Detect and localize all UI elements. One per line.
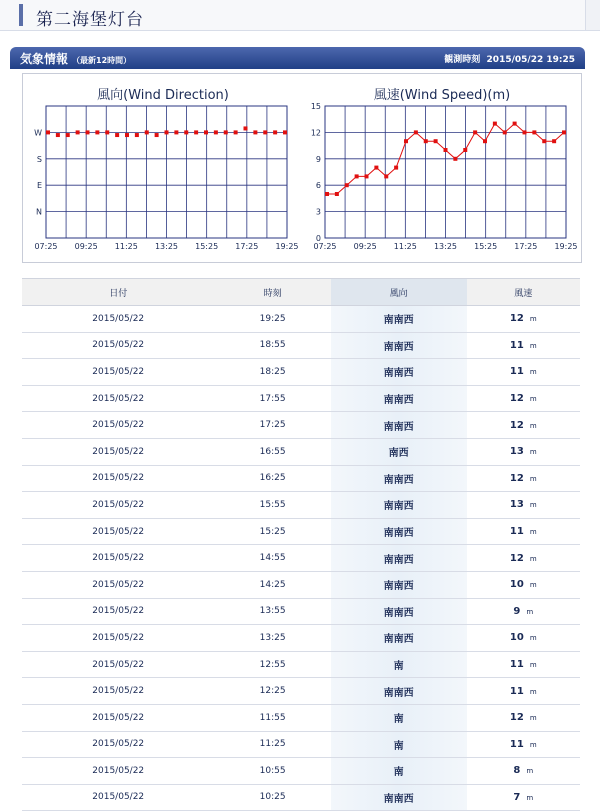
cell-date: 2015/05/22 bbox=[22, 651, 214, 678]
cell-speed bbox=[467, 731, 580, 758]
speed-value: 10 bbox=[509, 632, 524, 644]
table-row bbox=[22, 731, 580, 758]
cell-direction: 南南西 bbox=[331, 385, 467, 412]
cell-time: 14:55 bbox=[214, 545, 330, 572]
x-tick-label: 11:25 bbox=[393, 242, 417, 251]
speed-value: 12 bbox=[509, 472, 524, 484]
x-tick-label: 11:25 bbox=[114, 242, 138, 251]
speed-point bbox=[513, 122, 517, 126]
speed-unit: m bbox=[529, 714, 537, 723]
table-row bbox=[22, 625, 580, 652]
table-row bbox=[22, 678, 580, 705]
cell-direction: 南南西 bbox=[331, 784, 467, 811]
cell-time: 16:55 bbox=[214, 438, 330, 465]
direction-point bbox=[234, 130, 238, 134]
cell-direction: 南南西 bbox=[331, 598, 467, 625]
cell-speed bbox=[467, 571, 580, 598]
speed-point bbox=[493, 122, 497, 126]
cell-speed bbox=[467, 492, 580, 519]
speed-point bbox=[463, 148, 467, 152]
direction-point bbox=[56, 133, 60, 137]
cell-date: 2015/05/22 bbox=[22, 731, 214, 758]
speed-value: 10 bbox=[509, 579, 524, 591]
speed-point bbox=[542, 139, 546, 143]
speed-value: 11 bbox=[509, 366, 524, 378]
speed-unit: m bbox=[529, 740, 537, 749]
table-row bbox=[22, 704, 580, 731]
speed-point bbox=[503, 130, 507, 134]
cell-direction: 南 bbox=[331, 651, 467, 678]
page-title: 第二海堡灯台 bbox=[36, 10, 144, 30]
cell-direction: 南南西 bbox=[331, 465, 467, 492]
speed-unit: m bbox=[529, 661, 537, 670]
table-row bbox=[22, 651, 580, 678]
speed-unit: m bbox=[526, 767, 534, 776]
direction-point bbox=[184, 130, 188, 134]
table-row bbox=[22, 438, 580, 465]
wind-direction-chart bbox=[23, 74, 302, 262]
cell-time: 10:25 bbox=[214, 784, 330, 811]
direction-point bbox=[174, 130, 178, 134]
x-tick-label: 07:25 bbox=[34, 242, 58, 251]
cell-date: 2015/05/22 bbox=[22, 625, 214, 652]
direction-point bbox=[165, 130, 169, 134]
speed-point bbox=[355, 174, 359, 178]
header-speed: 風速 bbox=[467, 279, 580, 306]
table-row bbox=[22, 758, 580, 785]
cell-date: 2015/05/22 bbox=[22, 571, 214, 598]
speed-point bbox=[365, 174, 369, 178]
x-tick-label: 19:25 bbox=[275, 242, 299, 251]
x-tick-label: 13:25 bbox=[433, 242, 458, 251]
cell-speed bbox=[467, 651, 580, 678]
x-tick-label: 07:25 bbox=[313, 242, 337, 251]
cell-date: 2015/05/22 bbox=[22, 306, 214, 333]
cell-speed bbox=[467, 332, 580, 359]
x-tick-label: 17:25 bbox=[514, 242, 538, 251]
direction-point bbox=[214, 130, 218, 134]
speed-point bbox=[532, 130, 536, 134]
direction-point bbox=[273, 130, 277, 134]
x-tick-label: 17:25 bbox=[235, 242, 259, 251]
cell-direction: 南南西 bbox=[331, 306, 467, 333]
speed-unit: m bbox=[529, 448, 537, 457]
table-header-row bbox=[22, 279, 580, 306]
direction-point bbox=[155, 133, 159, 137]
cell-time: 19:25 bbox=[214, 306, 330, 333]
speed-unit: m bbox=[529, 421, 537, 430]
speed-value: 11 bbox=[509, 526, 524, 538]
cell-speed bbox=[467, 545, 580, 572]
cell-direction: 南南西 bbox=[331, 412, 467, 439]
x-tick-label: 19:25 bbox=[554, 242, 578, 251]
x-tick-label: 13:25 bbox=[154, 242, 179, 251]
observation-label: 観測時刻 bbox=[444, 55, 481, 65]
header-direction: 風向 bbox=[331, 279, 467, 306]
speed-value: 13 bbox=[509, 446, 524, 458]
cell-direction: 南南西 bbox=[331, 571, 467, 598]
cell-time: 12:55 bbox=[214, 651, 330, 678]
cell-time: 12:25 bbox=[214, 678, 330, 705]
speed-point bbox=[444, 148, 448, 152]
speed-unit: m bbox=[529, 315, 537, 324]
window-edge bbox=[585, 0, 600, 30]
speed-unit: m bbox=[529, 528, 537, 537]
wind-direction-svg bbox=[23, 74, 302, 262]
speed-point bbox=[335, 192, 339, 196]
direction-point bbox=[194, 130, 198, 134]
cell-speed bbox=[467, 465, 580, 492]
cell-speed bbox=[467, 678, 580, 705]
direction-point bbox=[86, 130, 90, 134]
direction-point bbox=[135, 133, 139, 137]
section-title bbox=[20, 50, 131, 67]
cell-direction: 南南西 bbox=[331, 678, 467, 705]
speed-point bbox=[483, 139, 487, 143]
speed-point bbox=[562, 130, 566, 134]
direction-point bbox=[244, 126, 248, 130]
cell-direction: 南 bbox=[331, 731, 467, 758]
cell-date: 2015/05/22 bbox=[22, 492, 214, 519]
cell-direction: 南南西 bbox=[331, 359, 467, 386]
y-tick-label: S bbox=[36, 154, 42, 164]
table-row bbox=[22, 385, 580, 412]
cell-speed bbox=[467, 758, 580, 785]
speed-unit: m bbox=[529, 634, 537, 643]
y-tick-label: 9 bbox=[315, 154, 321, 164]
observation-value: 2015/05/22 19:25 bbox=[486, 55, 575, 65]
direction-point bbox=[224, 130, 228, 134]
cell-speed bbox=[467, 306, 580, 333]
speed-unit: m bbox=[529, 501, 537, 510]
table-row bbox=[22, 412, 580, 439]
chart-panel bbox=[22, 73, 582, 263]
cell-time: 13:55 bbox=[214, 598, 330, 625]
speed-unit: m bbox=[529, 368, 537, 377]
cell-time: 15:55 bbox=[214, 492, 330, 519]
x-tick-label: 09:25 bbox=[353, 242, 377, 251]
cell-direction: 南 bbox=[331, 758, 467, 785]
cell-time: 11:55 bbox=[214, 704, 330, 731]
section-title-text: 気象情報 bbox=[20, 52, 69, 66]
cell-date: 2015/05/22 bbox=[22, 784, 214, 811]
x-tick-label: 15:25 bbox=[474, 242, 498, 251]
cell-direction: 南南西 bbox=[331, 518, 467, 545]
cell-time: 14:25 bbox=[214, 571, 330, 598]
cell-date: 2015/05/22 bbox=[22, 518, 214, 545]
table-row bbox=[22, 465, 580, 492]
cell-date: 2015/05/22 bbox=[22, 465, 214, 492]
speed-point bbox=[414, 130, 418, 134]
cell-time: 10:55 bbox=[214, 758, 330, 785]
cell-date: 2015/05/22 bbox=[22, 332, 214, 359]
cell-time: 11:25 bbox=[214, 731, 330, 758]
title-accent-bar bbox=[19, 4, 23, 26]
cell-speed bbox=[467, 385, 580, 412]
cell-date: 2015/05/22 bbox=[22, 704, 214, 731]
speed-point bbox=[552, 139, 556, 143]
cell-speed bbox=[467, 438, 580, 465]
cell-date: 2015/05/22 bbox=[22, 385, 214, 412]
section-subtitle: （最新12時間） bbox=[72, 56, 132, 65]
y-tick-label: N bbox=[36, 207, 42, 217]
table-row bbox=[22, 571, 580, 598]
direction-point bbox=[263, 130, 267, 134]
speed-unit: m bbox=[529, 687, 537, 696]
table-row bbox=[22, 545, 580, 572]
cell-time: 13:25 bbox=[214, 625, 330, 652]
chart-title: 風速(Wind Speed)(m) bbox=[373, 88, 511, 103]
header-date: 日付 bbox=[22, 279, 214, 306]
y-tick-label: 15 bbox=[310, 102, 321, 111]
cell-speed bbox=[467, 598, 580, 625]
cell-time: 18:55 bbox=[214, 332, 330, 359]
direction-point bbox=[76, 130, 80, 134]
speed-unit: m bbox=[529, 581, 537, 590]
cell-direction: 南南西 bbox=[331, 625, 467, 652]
table-row bbox=[22, 492, 580, 519]
speed-value: 12 bbox=[509, 419, 524, 431]
table-row bbox=[22, 306, 580, 333]
direction-point bbox=[46, 130, 50, 134]
cell-speed bbox=[467, 518, 580, 545]
title-bar bbox=[0, 0, 600, 31]
speed-point bbox=[473, 130, 477, 134]
cell-speed bbox=[467, 412, 580, 439]
weather-header bbox=[10, 47, 585, 69]
cell-date: 2015/05/22 bbox=[22, 598, 214, 625]
header-time: 時刻 bbox=[214, 279, 330, 306]
cell-time: 17:55 bbox=[214, 385, 330, 412]
direction-point bbox=[204, 130, 208, 134]
direction-point bbox=[105, 130, 109, 134]
wind-speed-chart bbox=[302, 74, 581, 262]
speed-unit: m bbox=[529, 341, 537, 350]
table-row bbox=[22, 359, 580, 386]
chart-title: 風向(Wind Direction) bbox=[97, 88, 229, 103]
speed-value: 13 bbox=[509, 499, 524, 511]
table-row bbox=[22, 598, 580, 625]
y-tick-label: 0 bbox=[315, 234, 321, 243]
cell-date: 2015/05/22 bbox=[22, 678, 214, 705]
y-tick-label: 3 bbox=[315, 207, 321, 217]
speed-point bbox=[453, 157, 457, 161]
direction-point bbox=[115, 133, 119, 137]
wind-speed-svg bbox=[302, 74, 581, 262]
cell-direction: 南南西 bbox=[331, 332, 467, 359]
cell-date: 2015/05/22 bbox=[22, 412, 214, 439]
x-tick-label: 09:25 bbox=[74, 242, 98, 251]
cell-date: 2015/05/22 bbox=[22, 545, 214, 572]
direction-point bbox=[66, 133, 70, 137]
speed-value: 12 bbox=[509, 393, 524, 405]
cell-time: 18:25 bbox=[214, 359, 330, 386]
speed-point bbox=[345, 183, 349, 187]
observation-time bbox=[444, 52, 575, 65]
cell-time: 17:25 bbox=[214, 412, 330, 439]
direction-point bbox=[283, 130, 287, 134]
speed-value: 11 bbox=[509, 685, 524, 697]
cell-date: 2015/05/22 bbox=[22, 758, 214, 785]
speed-unit: m bbox=[529, 395, 537, 404]
speed-value: 12 bbox=[509, 552, 524, 564]
table-row bbox=[22, 518, 580, 545]
cell-speed bbox=[467, 359, 580, 386]
speed-point bbox=[434, 139, 438, 143]
weather-table bbox=[22, 278, 580, 811]
cell-direction: 南 bbox=[331, 704, 467, 731]
cell-speed bbox=[467, 704, 580, 731]
speed-unit: m bbox=[529, 554, 537, 563]
cell-direction: 南南西 bbox=[331, 492, 467, 519]
speed-value: 11 bbox=[509, 659, 524, 671]
speed-point bbox=[384, 174, 388, 178]
speed-value: 7 bbox=[513, 791, 521, 803]
direction-point bbox=[145, 130, 149, 134]
y-tick-label: 12 bbox=[310, 128, 321, 138]
cell-direction: 南西 bbox=[331, 438, 467, 465]
cell-direction: 南南西 bbox=[331, 545, 467, 572]
cell-speed bbox=[467, 625, 580, 652]
x-tick-label: 15:25 bbox=[195, 242, 219, 251]
speed-value: 11 bbox=[509, 339, 524, 351]
y-tick-label: 6 bbox=[315, 181, 321, 191]
speed-unit: m bbox=[526, 607, 534, 616]
speed-value: 11 bbox=[509, 738, 524, 750]
speed-unit: m bbox=[526, 793, 534, 802]
table-row bbox=[22, 332, 580, 359]
direction-point bbox=[95, 130, 99, 134]
speed-value: 9 bbox=[513, 605, 521, 617]
cell-time: 15:25 bbox=[214, 518, 330, 545]
direction-point bbox=[125, 133, 129, 137]
y-tick-label: E bbox=[36, 181, 42, 191]
y-tick-label: W bbox=[34, 128, 42, 138]
speed-point bbox=[394, 166, 398, 170]
cell-time: 16:25 bbox=[214, 465, 330, 492]
speed-value: 8 bbox=[513, 765, 521, 777]
speed-point bbox=[404, 139, 408, 143]
speed-point bbox=[374, 166, 378, 170]
speed-point bbox=[424, 139, 428, 143]
speed-point bbox=[523, 130, 527, 134]
cell-date: 2015/05/22 bbox=[22, 438, 214, 465]
direction-point bbox=[253, 130, 257, 134]
speed-unit: m bbox=[529, 474, 537, 483]
cell-date: 2015/05/22 bbox=[22, 359, 214, 386]
speed-value: 12 bbox=[509, 313, 524, 325]
speed-point bbox=[325, 192, 329, 196]
speed-value: 12 bbox=[509, 712, 524, 724]
